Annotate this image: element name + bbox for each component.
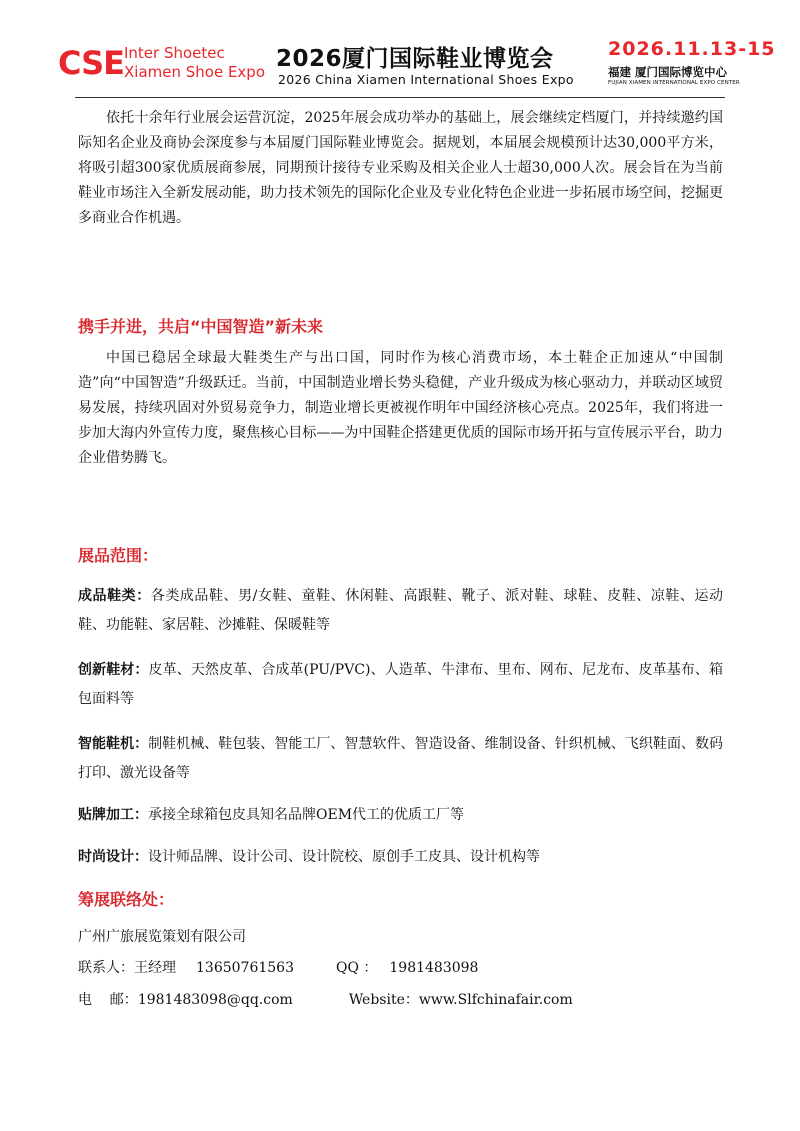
qq-label: QQ ： xyxy=(335,960,378,976)
header-divider xyxy=(75,97,725,98)
product-category-label: 时尚设计： xyxy=(78,849,148,865)
venue-cn: 福建 厦门国际博览中心 xyxy=(608,65,728,79)
product-category-label: 成品鞋类： xyxy=(78,588,151,604)
company-name: 广州广旅展览策划有限公司 xyxy=(78,929,246,945)
product-category xyxy=(78,656,723,714)
cse-logo: CSE xyxy=(58,44,124,82)
product-category-text: 皮革、天然皮革、合成革(PU/PVC)、人造革、牛津布、里布、网布、尼龙布、皮革基布、箱包面料等 xyxy=(78,662,724,707)
contact-person: 王经理 xyxy=(134,960,176,976)
product-category xyxy=(78,730,723,788)
expo-title-cn: 2026厦门国际鞋业博览会 xyxy=(276,46,554,72)
product-category-label: 贴牌加工： xyxy=(78,807,148,823)
product-category-label: 创新鞋材： xyxy=(78,662,149,678)
section-heading-future: 携手并进，共启“中国智造”新未来 xyxy=(78,317,324,336)
logo-text-line1: Inter Shoetec xyxy=(124,44,225,62)
product-category-text: 各类成品鞋、男/女鞋、童鞋、休闲鞋、高跟鞋、靴子、派对鞋、球鞋、皮鞋、凉鞋、运动鞋、功能鞋、家居鞋、沙摊鞋、保暖鞋等 xyxy=(78,588,724,633)
logo-text-line2: Xiamen Shoe Expo xyxy=(124,63,266,81)
page-header xyxy=(0,0,800,100)
section-paragraph-future: 中国已稳居全球最大鞋类生产与出口国，同时作为核心消费市场，本土鞋企正加速从“中国制造”向“中国智造”升级跃迁。当前，中国制造业增长势头稳健，产业升级成为核心驱动力，并联动区域贸易发展，持续巩固对外贸易竞争力，制造业增长更被视作明年中国经济核心亮点。2025年，我们将进一步加大海内外宣传力度，聚焦核心目标——为中国鞋企搭建更优质的国际市场开拓与宣传展示平台，助力企业借势腾飞。 xyxy=(78,350,723,466)
product-category xyxy=(78,801,723,830)
website-link[interactable]: www.Slfchinafair.com xyxy=(418,992,573,1008)
email-label: 电 邮： xyxy=(78,992,138,1008)
product-category xyxy=(78,843,723,872)
product-category-label: 智能鞋机： xyxy=(78,736,149,752)
venue-en: FUJIAN XIAMEN INTERNATIONAL EXPO CENTER xyxy=(608,80,740,86)
email-link[interactable]: 1981483098@qq.com xyxy=(137,992,293,1008)
product-category-text: 设计师品牌、设计公司、设计院校、原创手工皮具、设计机构等 xyxy=(148,849,540,865)
contact-email-line xyxy=(78,989,573,1009)
contact-phone: 13650761563 xyxy=(196,960,294,976)
contact-person-label: 联系人： xyxy=(78,960,134,976)
product-category xyxy=(78,582,723,640)
intro-paragraph: 依托十余年行业展会运营沉淀，2025年展会成功举办的基础上，展会继续定档厦门，并持续邀约国际知名企业及商协会深度参与本届厦门国际鞋业博览会。据规划，本届展会规模预计达30,000平方米，将吸引超300家优质展商参展，同期预计接待专业采购及相关企业人士超30,000人次。展会旨在为当前鞋业市场注入全新发展动能，助力技术领先的国际化企业及专业化特色企业进一步拓展市场空间，挖掘更多商业合作机遇。 xyxy=(78,110,723,226)
website-label: Website： xyxy=(348,992,419,1008)
contact-person-line xyxy=(78,957,478,977)
products-heading: 展品范围： xyxy=(78,546,159,565)
expo-date: 2026.11.13-15 xyxy=(608,38,776,60)
product-category-text: 制鞋机械、鞋包装、智能工厂、智慧软件、智造设备、维制设备、针织机械、飞织鞋面、数码打印、激光设备等 xyxy=(78,736,724,781)
contact-heading: 筹展联络处： xyxy=(78,890,175,909)
product-category-text: 承接全球箱包皮具知名品牌OEM代工的优质工厂等 xyxy=(148,807,465,823)
qq-number: 1981483098 xyxy=(389,960,479,976)
expo-title-en: 2026 China Xiamen International Shoes Expo xyxy=(278,72,574,87)
